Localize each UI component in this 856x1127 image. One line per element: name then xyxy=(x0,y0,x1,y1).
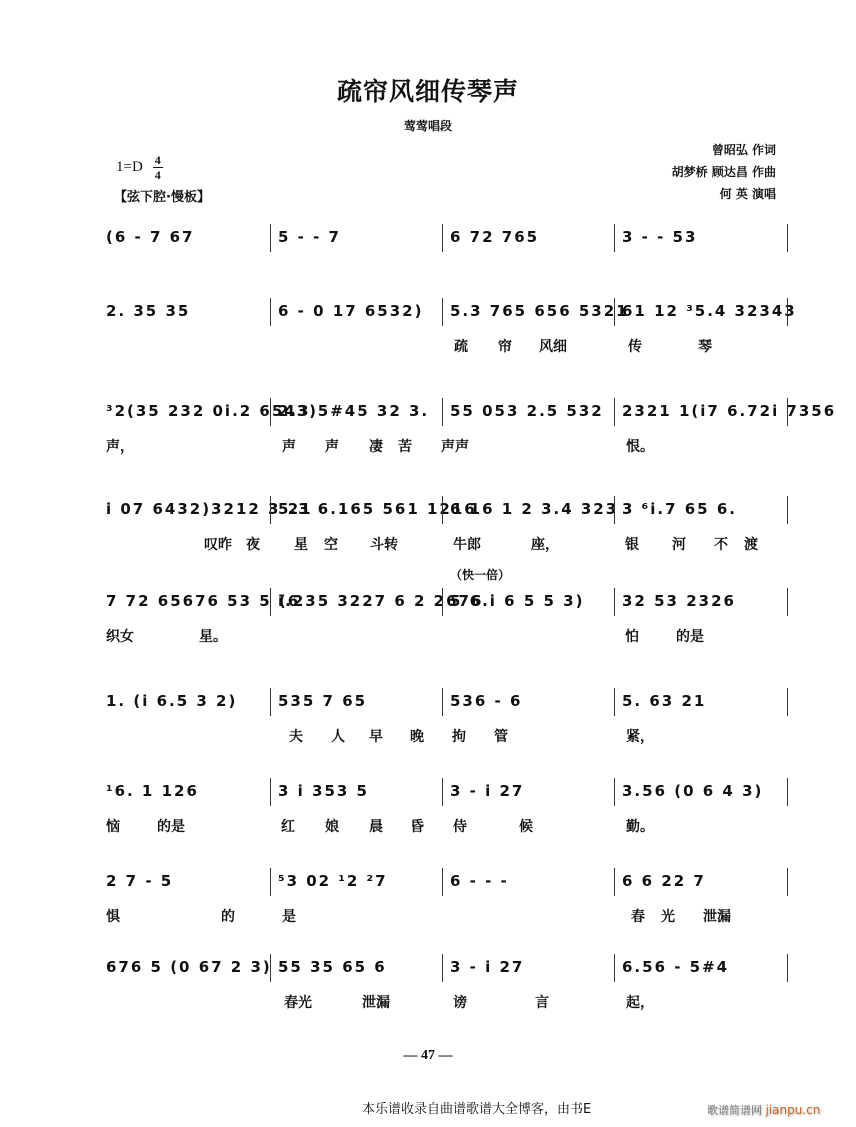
measure: 5 - - 7 xyxy=(270,222,442,252)
measure: (6 - 7 67 xyxy=(106,228,195,246)
lyric: 恨。 xyxy=(626,439,654,455)
composer: 胡梦桥 顾达昌 作曲 xyxy=(671,165,776,179)
lyric: 渡 xyxy=(744,537,758,553)
lyric: 春 xyxy=(631,909,645,925)
lyric: 管 xyxy=(494,729,508,745)
score-system xyxy=(98,296,797,366)
measure: 5.3 765 656 5321 xyxy=(442,296,614,326)
measure: 5. 63 21 xyxy=(614,686,788,716)
lyric: 牛郎 xyxy=(453,537,481,553)
measure: 7 72 65676 53 5 (6 xyxy=(106,592,301,610)
lyric: 苦 xyxy=(398,439,412,455)
lyric: 人 xyxy=(331,729,345,745)
key-signature xyxy=(116,154,163,181)
page-number: — 47 — xyxy=(403,1048,453,1063)
lyric: 不 xyxy=(714,537,728,553)
key-label: 1=D xyxy=(116,159,143,175)
lyric: 琴 xyxy=(698,339,712,355)
lyric: 惧 xyxy=(106,909,120,925)
measure: 5.3 6.165 561 1216 xyxy=(270,494,442,524)
lyrics-line xyxy=(98,534,788,558)
lyric: 的 xyxy=(221,909,235,925)
lyric: 凄 xyxy=(369,439,383,455)
lyric: 红 xyxy=(281,819,295,835)
measure: 3 - - 53 xyxy=(614,222,788,252)
measure: 3 - i 27 xyxy=(442,952,614,982)
lyric: 声 xyxy=(325,439,339,455)
lyric: 光 xyxy=(661,909,675,925)
score-system xyxy=(98,568,788,656)
measure: 536 - 6 xyxy=(442,686,614,716)
notes-line xyxy=(98,222,788,252)
lyric: 勤。 xyxy=(626,819,654,835)
score-system xyxy=(98,776,788,846)
measure: 6 - - - xyxy=(442,866,614,896)
lyrics-line xyxy=(98,992,788,1016)
measure: 32 53 2326 xyxy=(614,586,788,616)
lyric: 声声 xyxy=(441,439,469,455)
lyrics-line xyxy=(98,816,788,840)
lyric: 风细 xyxy=(539,339,567,355)
notes-line xyxy=(98,686,788,716)
lyric: 侍 xyxy=(453,819,467,835)
lyric: 夜 xyxy=(246,537,260,553)
measure: 55 35 65 6 xyxy=(270,952,442,982)
notes-line xyxy=(98,866,788,896)
measure: 6 72 765 xyxy=(442,222,614,252)
score-system xyxy=(98,952,788,1022)
measure: 3 - i 27 xyxy=(442,776,614,806)
score-system xyxy=(98,396,837,466)
measure: 6 6 22 7 xyxy=(614,866,788,896)
lyrics-line xyxy=(98,906,788,930)
song-title: 疏帘风细传琴声 xyxy=(336,77,519,106)
measure: 55 053 2.5 532 xyxy=(442,396,614,426)
measure: 2.3 5#45 32 3. xyxy=(270,396,442,426)
measure: 6.56 - 5#4 xyxy=(614,952,788,982)
lyric: 传 xyxy=(628,339,642,355)
lyric: 斗转 xyxy=(370,537,398,553)
measure: 3 ⁶i.7 65 6. xyxy=(614,494,788,524)
notes-line xyxy=(98,494,788,524)
time-signature: $\frac{4}{4}$ xyxy=(154,153,161,182)
measure: 676 5 (0 67 2 3) xyxy=(106,958,272,976)
notes-line xyxy=(98,776,788,806)
credits xyxy=(672,139,776,205)
lyrics-line xyxy=(98,262,788,286)
measure: 6 16 1 2 3.4 323 xyxy=(442,494,614,524)
notes-line xyxy=(98,296,797,326)
lyric: 的是 xyxy=(676,629,704,645)
lyric: 候 xyxy=(519,819,533,835)
lyric: 春光 xyxy=(284,995,312,1011)
lyric: 娘 xyxy=(325,819,339,835)
notes-line xyxy=(98,952,788,982)
lyric: 叹昨 xyxy=(204,537,232,553)
measure: 2. 35 35 xyxy=(106,302,191,320)
measure: i 07 6432)3212 3 21 xyxy=(106,500,313,518)
measure: 6 - 0 17 6532) xyxy=(270,296,442,326)
measure: 5 6.i 6 5 5 3) xyxy=(442,586,614,616)
lyric: 银 xyxy=(625,537,639,553)
lyric: 空 xyxy=(324,537,338,553)
lyric: 河 xyxy=(672,537,686,553)
lyric: 声， xyxy=(106,439,134,455)
lyrics-line xyxy=(98,626,788,650)
measure: ³2(35 232 0i.2 6543) xyxy=(106,402,319,420)
measure: 3 i 353 5 xyxy=(270,776,442,806)
lyric: 座， xyxy=(531,537,559,553)
notes-line xyxy=(98,396,837,426)
lyric: 织女 xyxy=(106,629,134,645)
measure: ⁵3 02 ¹2 ²7 xyxy=(270,866,442,896)
lyric: 拘 xyxy=(452,729,466,745)
score-system xyxy=(98,494,788,564)
measure: 1. (i 6.5 3 2) xyxy=(106,692,238,710)
lyric: 声 xyxy=(282,439,296,455)
lyric: 泄漏 xyxy=(703,909,731,925)
lyric: 怕 xyxy=(625,629,639,645)
lyric: 星。 xyxy=(199,629,227,645)
source-note: 本乐谱收录自曲谱歌谱大全博客，由书E xyxy=(362,1102,592,1117)
measure: 61 12 ³5.4 32343 xyxy=(614,296,788,326)
song-subtitle: 莺莺唱段 xyxy=(403,119,452,133)
watermark: 歌谱简谱网 jianpu.cn xyxy=(707,1103,821,1117)
measure: 3.56 (0 6 4 3) xyxy=(614,776,788,806)
lyric: 是 xyxy=(282,909,296,925)
score-system xyxy=(98,866,788,936)
lyricist: 曾昭弘 作词 xyxy=(711,143,776,157)
lyric: 晨 xyxy=(369,819,383,835)
lyric: 疏 xyxy=(454,339,468,355)
measure: 2 7 - 5 xyxy=(106,872,174,890)
lyric: 的是 xyxy=(157,819,185,835)
tempo-marking: 【弦下腔·慢板】 xyxy=(114,190,210,205)
measure: ¹6. 1 126 xyxy=(106,782,199,800)
lyric: 起， xyxy=(626,995,654,1011)
lyric: 泄漏 xyxy=(362,995,390,1011)
measure: 535 7 65 xyxy=(270,686,442,716)
performer: 何 英 演唱 xyxy=(719,187,776,201)
lyric: 谤 xyxy=(453,995,467,1011)
lyric: 晚 xyxy=(410,729,424,745)
lyrics-line xyxy=(98,726,788,750)
measure: i.235 3227 6 2 2676 xyxy=(270,586,442,616)
notes-line xyxy=(98,586,788,616)
lyrics-line xyxy=(98,336,788,360)
tempo-annotation: （快一倍） xyxy=(450,568,511,582)
lyric: 紧， xyxy=(626,729,654,745)
lyrics-line xyxy=(98,436,788,460)
watermark-domain: jianpu.cn xyxy=(765,1103,821,1117)
score-system xyxy=(98,686,788,756)
lyric: 早 xyxy=(369,729,383,745)
lyric: 昏 xyxy=(410,819,424,835)
measure: 2321 1(i7 6.72i 7356 xyxy=(614,396,788,426)
score-system xyxy=(98,222,788,292)
lyric: 夫 xyxy=(289,729,303,745)
lyric: 帘 xyxy=(498,339,512,355)
lyric: 言 xyxy=(535,995,549,1011)
lyric: 恼 xyxy=(106,819,120,835)
lyric: 星 xyxy=(294,537,308,553)
